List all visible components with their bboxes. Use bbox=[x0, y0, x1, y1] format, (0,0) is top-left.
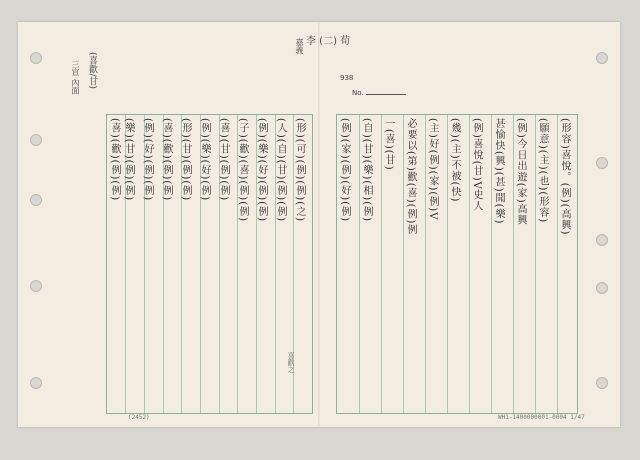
page-fold bbox=[318, 22, 320, 427]
binder-hole bbox=[596, 234, 608, 246]
binder-hole bbox=[596, 157, 608, 169]
archive-id: WH1-1400000001-0004 1/47 bbox=[498, 414, 585, 421]
left-column-8: (喜)(歡)(例)(例) bbox=[161, 118, 172, 202]
bottom-sign: 喜歡之 bbox=[287, 352, 295, 373]
side-note: 嘉義 bbox=[295, 38, 304, 54]
right-column-1: (形容)喜悅。(例)(高興) bbox=[559, 118, 570, 236]
binder-hole bbox=[30, 134, 42, 146]
no-label-text: No. bbox=[352, 89, 364, 97]
header-left: (喜歡/甘) bbox=[87, 52, 97, 90]
left-column-11: (喜)(歡)(例)(例) bbox=[109, 118, 120, 202]
no-underline bbox=[366, 94, 406, 95]
left-column-10: (樂)(甘)(例)(例) bbox=[123, 118, 134, 202]
left-column-2: (人)(自)(甘)(例)(例) bbox=[275, 118, 286, 223]
page-number: 938 bbox=[340, 74, 354, 82]
binder-hole bbox=[596, 282, 608, 294]
no-label bbox=[352, 89, 406, 97]
left-column-3: (例)(樂)(好)(例)(例) bbox=[256, 118, 267, 223]
form-code: (2452) bbox=[128, 414, 150, 421]
right-column-10: (自)(甘)(樂)(相)(例) bbox=[361, 118, 372, 223]
manuscript-sheet bbox=[18, 22, 620, 427]
binder-hole bbox=[30, 194, 42, 206]
left-column-7: (形)(甘)(例)(例) bbox=[180, 118, 191, 202]
left-column-1: (形)(可)(例)(例)(之) bbox=[294, 118, 305, 223]
right-column-8: 必要以(第)歡(喜)(例)例 bbox=[405, 118, 416, 236]
binder-hole bbox=[596, 52, 608, 64]
left-column-6: (例)(樂)(好)(例) bbox=[199, 118, 210, 202]
right-column-6: (幾)(主)不被(快) bbox=[449, 118, 460, 203]
right-column-5: (例)喜悅(甘)V史人 bbox=[471, 118, 482, 212]
left-column-5: (喜)(甘)(例)(例) bbox=[218, 118, 229, 202]
binder-hole bbox=[596, 377, 608, 389]
right-column-4: 甚愉快(興)(甚)聞(樂) bbox=[493, 118, 504, 225]
binder-hole bbox=[30, 280, 42, 292]
right-column-9: 一(喜)(甘) bbox=[383, 118, 394, 171]
binder-hole bbox=[30, 52, 42, 64]
top-stamp: 李 (二) 荀 bbox=[306, 36, 351, 47]
left-column-4: (子)(歡)(喜)(例)(例) bbox=[237, 118, 248, 223]
right-column-7: (主)好(例)(家)(例)V bbox=[427, 118, 438, 221]
binder-hole bbox=[30, 377, 42, 389]
right-column-11: (例)(家)(例)(好)(例) bbox=[339, 118, 350, 223]
header-note: 三宣 內面 bbox=[71, 60, 80, 95]
left-column-9: (例)(好)(例)(例) bbox=[142, 118, 153, 202]
right-column-3: (例)今日出遊(家)高興 bbox=[515, 118, 526, 226]
right-column-2: (願意)(主)(也)(形容) bbox=[537, 118, 548, 224]
